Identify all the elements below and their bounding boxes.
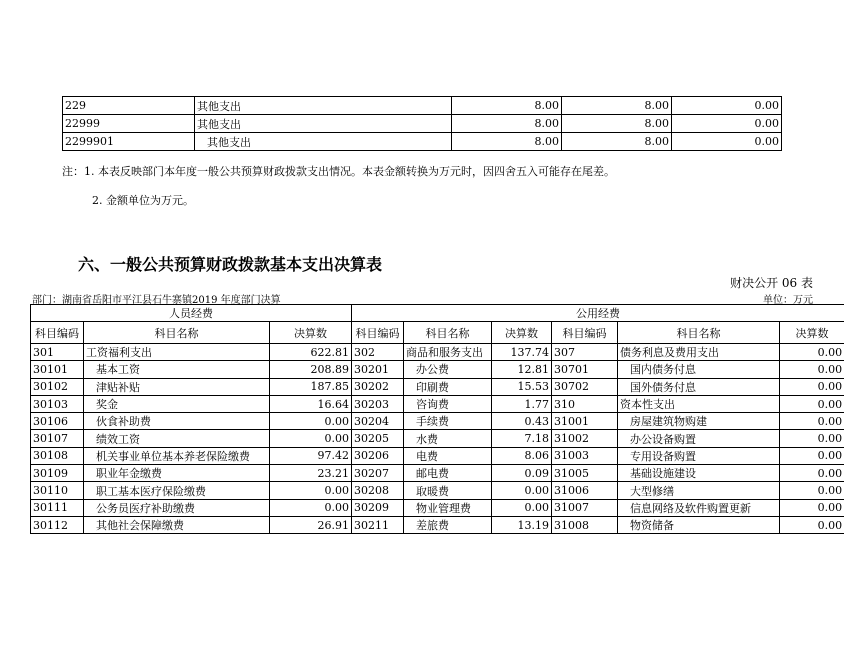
amount-cell: 0.00 [672, 97, 782, 115]
col-header-amount: 决算数 [780, 322, 844, 344]
code-cell: 31007 [552, 499, 618, 516]
code-cell: 31002 [552, 430, 618, 447]
top-expenditure-table [62, 96, 782, 151]
amount-cell: 8.00 [452, 97, 562, 115]
col-header-amount: 决算数 [270, 322, 352, 344]
amount-cell: 0.00 [780, 361, 844, 378]
amount-cell: 0.00 [780, 413, 844, 430]
code-cell: 30203 [352, 395, 404, 412]
code-cell: 30207 [352, 465, 404, 482]
amount-cell: 8.06 [492, 447, 552, 464]
table-row [63, 133, 782, 151]
code-cell: 2299901 [63, 133, 195, 151]
name-cell: 资本性支出 [618, 395, 780, 412]
amount-cell: 97.42 [270, 447, 352, 464]
table-row [31, 395, 844, 412]
amount-cell: 0.00 [780, 430, 844, 447]
code-cell: 30107 [31, 430, 84, 447]
code-cell: 30201 [352, 361, 404, 378]
code-cell: 307 [552, 344, 618, 361]
code-cell: 30204 [352, 413, 404, 430]
code-cell: 30211 [352, 516, 404, 533]
name-cell: 津贴补贴 [84, 378, 270, 395]
col-header-code: 科目编码 [552, 322, 618, 344]
name-cell: 绩效工资 [84, 430, 270, 447]
code-cell: 30101 [31, 361, 84, 378]
amount-cell: 12.81 [492, 361, 552, 378]
name-cell: 印刷费 [404, 378, 492, 395]
name-cell: 伙食补助费 [84, 413, 270, 430]
col-header-code: 科目编码 [31, 322, 84, 344]
name-cell: 基础设施建设 [618, 465, 780, 482]
amount-cell: 0.00 [672, 133, 782, 151]
table-row [31, 430, 844, 447]
amount-cell: 622.81 [270, 344, 352, 361]
code-cell: 31006 [552, 482, 618, 499]
name-cell: 奖金 [84, 395, 270, 412]
code-cell: 30702 [552, 378, 618, 395]
amount-cell: 187.85 [270, 378, 352, 395]
amount-cell: 16.64 [270, 395, 352, 412]
amount-cell: 0.00 [780, 516, 844, 533]
name-cell: 职工基本医疗保险缴费 [84, 482, 270, 499]
amount-cell: 0.00 [492, 482, 552, 499]
section-title: 六、一般公共预算财政拨款基本支出决算表 [78, 255, 383, 274]
name-cell: 职业年金缴费 [84, 465, 270, 482]
name-cell: 办公设备购置 [618, 430, 780, 447]
name-cell: 专用设备购置 [618, 447, 780, 464]
table-row [31, 516, 844, 533]
table-row [63, 97, 782, 115]
name-cell: 工资福利支出 [84, 344, 270, 361]
amount-cell: 23.21 [270, 465, 352, 482]
amount-cell: 0.00 [780, 344, 844, 361]
name-cell: 机关事业单位基本养老保险缴费 [84, 447, 270, 464]
name-cell: 国外债务付息 [618, 378, 780, 395]
code-cell: 30110 [31, 482, 84, 499]
amount-cell: 1.77 [492, 395, 552, 412]
name-cell: 信息网络及软件购置更新 [618, 499, 780, 516]
amount-cell: 13.19 [492, 516, 552, 533]
amount-cell: 0.00 [672, 115, 782, 133]
code-cell: 30106 [31, 413, 84, 430]
col-header-name: 科目名称 [84, 322, 270, 344]
code-cell: 229 [63, 97, 195, 115]
group-header-public: 公用经费 [352, 305, 844, 322]
code-cell: 30112 [31, 516, 84, 533]
col-header-name: 科目名称 [404, 322, 492, 344]
code-cell: 30103 [31, 395, 84, 412]
name-cell: 房屋建筑物购建 [618, 413, 780, 430]
amount-cell: 15.53 [492, 378, 552, 395]
amount-cell: 0.00 [780, 499, 844, 516]
amount-cell: 0.00 [270, 430, 352, 447]
amount-cell: 0.00 [780, 378, 844, 395]
amount-cell: 7.18 [492, 430, 552, 447]
code-cell: 31008 [552, 516, 618, 533]
amount-cell: 8.00 [562, 115, 672, 133]
code-cell: 31005 [552, 465, 618, 482]
amount-cell: 8.00 [562, 133, 672, 151]
amount-cell: 0.00 [270, 482, 352, 499]
code-cell: 310 [552, 395, 618, 412]
note-line-1: 注：1. 本表反映部门本年度一般公共预算财政拨款支出情况。本表金额转换为万元时，因四舍五入可能存在尾差。 [62, 165, 615, 178]
code-cell: 30208 [352, 482, 404, 499]
name-cell: 国内债务付息 [618, 361, 780, 378]
amount-cell: 0.00 [780, 447, 844, 464]
name-cell: 其他支出 [195, 115, 452, 133]
name-cell: 债务利息及费用支出 [618, 344, 780, 361]
amount-cell: 0.00 [780, 395, 844, 412]
code-cell: 302 [352, 344, 404, 361]
name-cell: 差旅费 [404, 516, 492, 533]
table-row [31, 447, 844, 464]
amount-cell: 208.89 [270, 361, 352, 378]
table-row [63, 115, 782, 133]
col-header-code: 科目编码 [352, 322, 404, 344]
name-cell: 物资储备 [618, 516, 780, 533]
code-cell: 301 [31, 344, 84, 361]
unit-label: 单位：万元 [763, 295, 813, 306]
amount-cell: 8.00 [452, 115, 562, 133]
amount-cell: 0.00 [780, 465, 844, 482]
amount-cell: 137.74 [492, 344, 552, 361]
name-cell: 其他社会保障缴费 [84, 516, 270, 533]
name-cell: 公务员医疗补助缴费 [84, 499, 270, 516]
code-cell: 30102 [31, 378, 84, 395]
code-cell: 30108 [31, 447, 84, 464]
code-cell: 30701 [552, 361, 618, 378]
name-cell: 物业管理费 [404, 499, 492, 516]
name-cell: 其他支出 [195, 97, 452, 115]
name-cell: 咨询费 [404, 395, 492, 412]
table-row [31, 499, 844, 516]
code-cell: 30206 [352, 447, 404, 464]
name-cell: 办公费 [404, 361, 492, 378]
name-cell: 基本工资 [84, 361, 270, 378]
basic-expenditure-table [30, 304, 844, 534]
name-cell: 邮电费 [404, 465, 492, 482]
code-cell: 30111 [31, 499, 84, 516]
name-cell: 大型修缮 [618, 482, 780, 499]
amount-cell: 0.00 [270, 413, 352, 430]
form-number: 财决公开 06 表 [730, 276, 813, 290]
amount-cell: 8.00 [452, 133, 562, 151]
table-row [31, 413, 844, 430]
amount-cell: 8.00 [562, 97, 672, 115]
table-row [31, 465, 844, 482]
name-cell: 取暖费 [404, 482, 492, 499]
amount-cell: 0.43 [492, 413, 552, 430]
code-cell: 30109 [31, 465, 84, 482]
amount-cell: 0.00 [270, 499, 352, 516]
group-header-personnel: 人员经费 [31, 305, 352, 322]
department-label: 部门：湖南省岳阳市平江县石牛寨镇2019 年度部门决算 [32, 295, 281, 306]
name-cell: 其他支出 [195, 133, 452, 151]
code-cell: 30202 [352, 378, 404, 395]
table-row [31, 378, 844, 395]
amount-cell: 0.00 [492, 499, 552, 516]
amount-cell: 26.91 [270, 516, 352, 533]
col-header-name: 科目名称 [618, 322, 780, 344]
code-cell: 31001 [552, 413, 618, 430]
amount-cell: 0.00 [780, 482, 844, 499]
table-row [31, 344, 844, 361]
name-cell: 水费 [404, 430, 492, 447]
note-line-2: 2. 金额单位为万元。 [92, 194, 194, 207]
name-cell: 手续费 [404, 413, 492, 430]
code-cell: 30209 [352, 499, 404, 516]
code-cell: 30205 [352, 430, 404, 447]
amount-cell: 0.09 [492, 465, 552, 482]
name-cell: 电费 [404, 447, 492, 464]
table-row [31, 482, 844, 499]
code-cell: 31003 [552, 447, 618, 464]
col-header-amount: 决算数 [492, 322, 552, 344]
table-row [31, 361, 844, 378]
name-cell: 商品和服务支出 [404, 344, 492, 361]
code-cell: 22999 [63, 115, 195, 133]
